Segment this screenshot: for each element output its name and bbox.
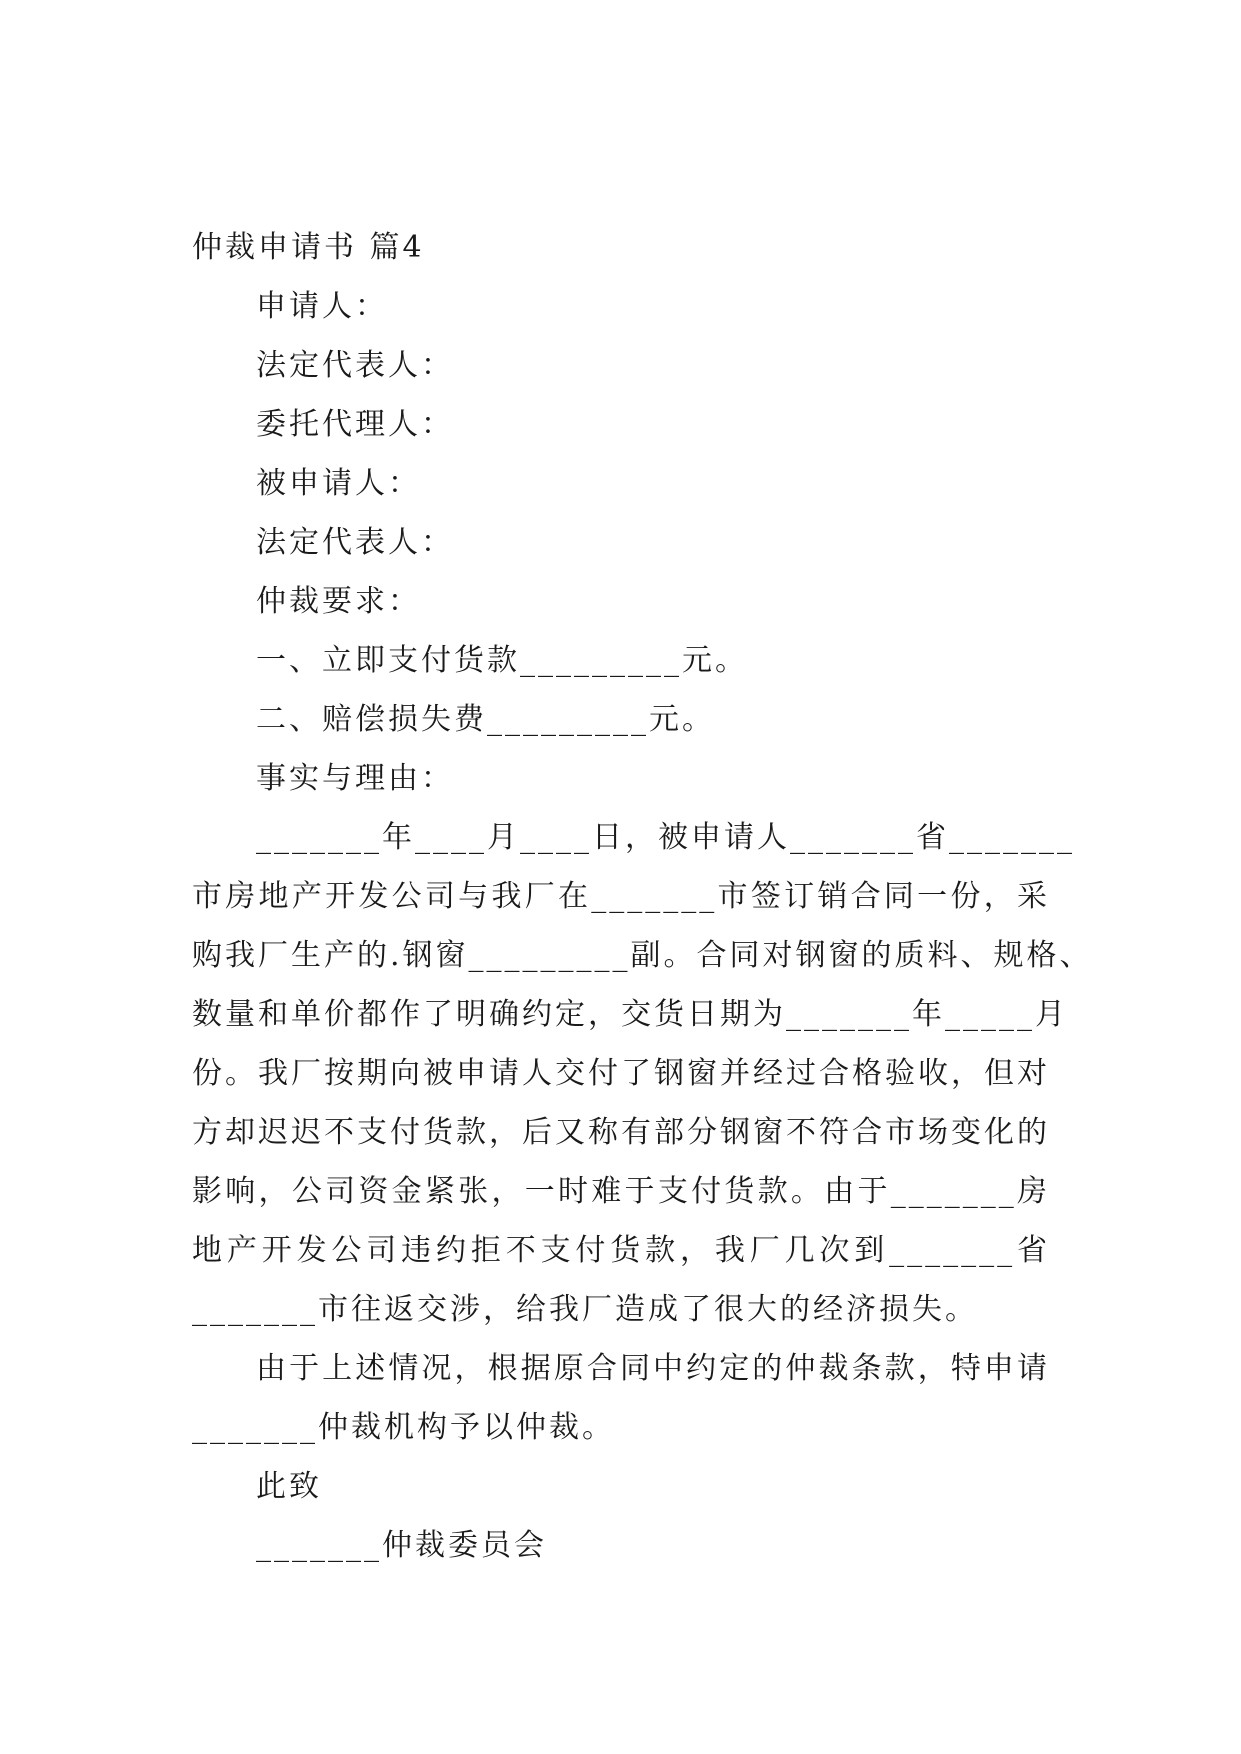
- authorized-agent-label: 委托代理人：: [256, 407, 454, 442]
- recipient-line: _______仲裁委员会: [256, 1528, 547, 1563]
- respondent-label: 被申请人：: [256, 466, 421, 501]
- respondent-legal-rep-label: 法定代表人：: [256, 525, 454, 560]
- closing-salutation: 此致: [256, 1469, 322, 1504]
- facts-line: 购我厂生产的.钢窗_________副。合同对钢窗的质料、规格、: [192, 938, 1093, 973]
- facts-line: 份。我厂按期向被申请人交付了钢窗并经过合格验收，但对: [192, 1056, 1050, 1091]
- facts-line: _______市往返交涉，给我厂造成了很大的经济损失。: [192, 1292, 978, 1327]
- applicant-label: 申请人：: [256, 289, 388, 324]
- request-line: _______仲裁机构予以仲裁。: [192, 1410, 615, 1445]
- facts-line: 数量和单价都作了明确约定，交货日期为_______年_____月: [192, 997, 1068, 1032]
- facts-line: 市房地产开发公司与我厂在_______市签订销合同一份，采: [192, 879, 1050, 914]
- facts-heading: 事实与理由：: [256, 761, 454, 796]
- document-body: [192, 218, 1093, 1575]
- facts-line: 地产开发公司违约拒不支付货款，我厂几次到_______省: [192, 1233, 1050, 1268]
- claim-item: 二、赔偿损失费_________元。: [256, 702, 715, 737]
- facts-paragraph: [192, 808, 1093, 1339]
- claims-heading: 仲裁要求：: [256, 584, 421, 619]
- request-line: 由于上述情况，根据原合同中约定的仲裁条款，特申请: [256, 1351, 1050, 1386]
- claim-item: 一、立即支付货款_________元。: [256, 643, 748, 678]
- facts-line: 影响，公司资金紧张，一时难于支付货款。由于_______房: [192, 1174, 1050, 1209]
- document-title: 仲裁申请书 篇4: [192, 230, 425, 265]
- facts-line: 方却迟迟不支付货款，后又称有部分钢窗不符合市场变化的: [192, 1115, 1050, 1150]
- request-paragraph: [192, 1339, 1050, 1457]
- facts-line: _______年____月____日，被申请人_______省_______: [256, 820, 1075, 855]
- applicant-legal-rep-label: 法定代表人：: [256, 348, 454, 383]
